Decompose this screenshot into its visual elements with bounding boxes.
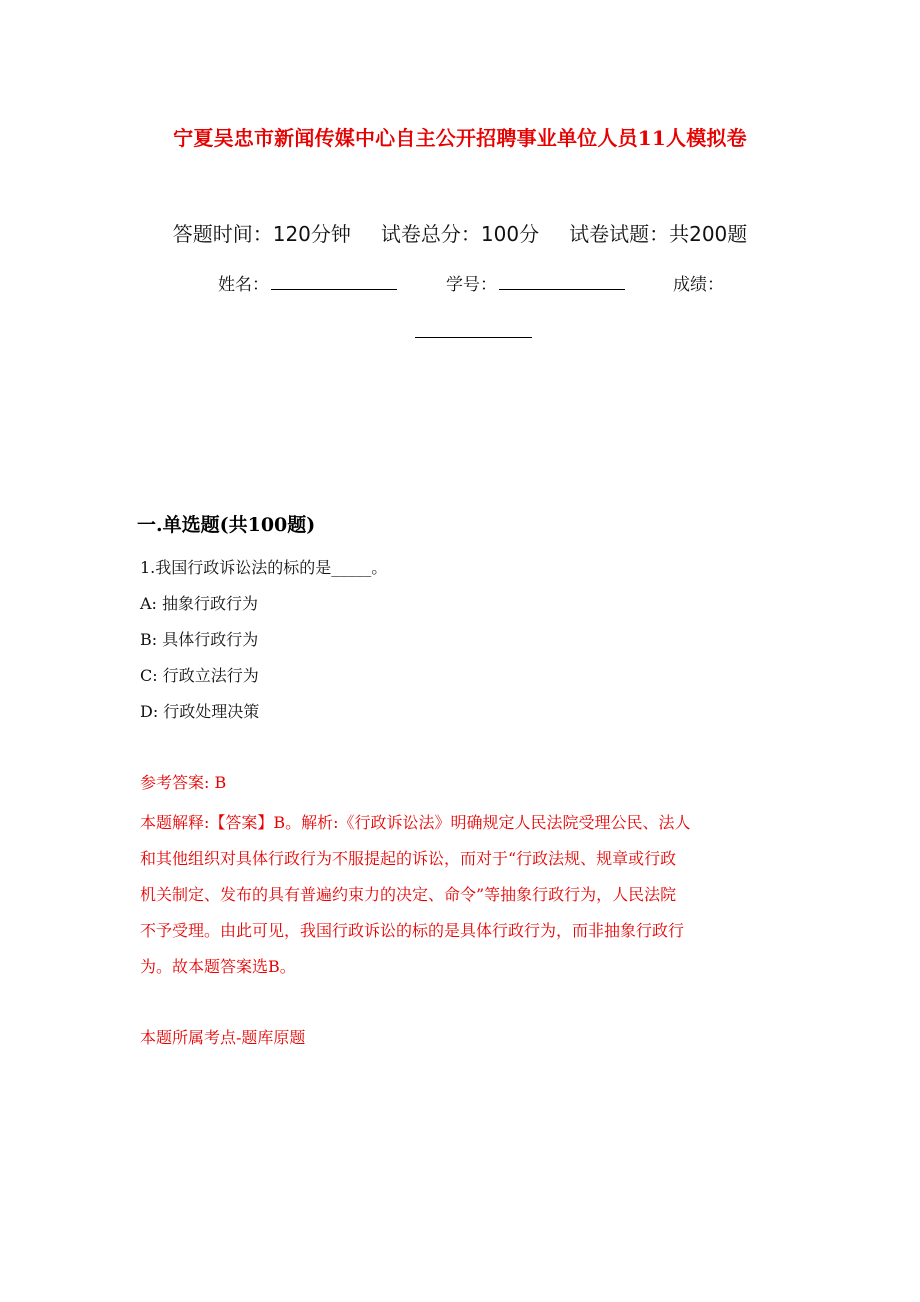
- exam-question-count: 试卷试题：共200题: [569, 222, 748, 246]
- reference-answer: 参考答案: B: [140, 773, 227, 792]
- explanation-line: 本题解释:【答案】B。解析:《行政诉讼法》明确规定人民法院受理公民、法人: [140, 813, 691, 832]
- exam-meta: [0, 218, 920, 247]
- explanation-line: 为。故本题答案选B。: [140, 957, 296, 976]
- name-field: [218, 270, 397, 295]
- explanation-line: 不予受理。由此可见，我国行政诉讼的标的是具体行政行为，而非抽象行政行: [140, 921, 685, 940]
- exam-time: 答题时间：120分钟: [172, 222, 351, 246]
- student-id-field: [446, 270, 625, 295]
- answer-explanation: [140, 805, 785, 985]
- student-id-blank: [499, 271, 625, 290]
- name-blank: [271, 271, 397, 290]
- exam-title: 宁夏吴忠市新闻传媒中心自主公开招聘事业单位人员11人模拟卷: [173, 126, 747, 150]
- question-stem: 1.我国行政诉讼法的标的是_____。: [140, 558, 388, 577]
- name-label: 姓名：: [218, 275, 269, 295]
- section-heading: 一.单选题(共100题): [137, 514, 316, 536]
- option-d: D: 行政处理决策: [140, 702, 260, 721]
- option-c: C: 行政立法行为: [140, 666, 259, 685]
- score-label: 成绩：: [673, 275, 724, 295]
- exam-total-score: 试卷总分：100分: [380, 222, 540, 246]
- student-id-label: 学号：: [446, 275, 497, 295]
- score-field: [673, 270, 724, 295]
- option-a: A: 抽象行政行为: [140, 594, 259, 613]
- explanation-line: 机关制定、发布的具有普遍约束力的决定、命令”等抽象行政行为，人民法院: [140, 885, 677, 904]
- score-blank: [415, 337, 532, 338]
- question-topic: 本题所属考点-题库原题: [140, 1028, 306, 1047]
- explanation-line: 和其他组织对具体行政行为不服提起的诉讼，而对于“行政法规、规章或行政: [140, 849, 677, 868]
- option-b: B: 具体行政行为: [140, 630, 259, 649]
